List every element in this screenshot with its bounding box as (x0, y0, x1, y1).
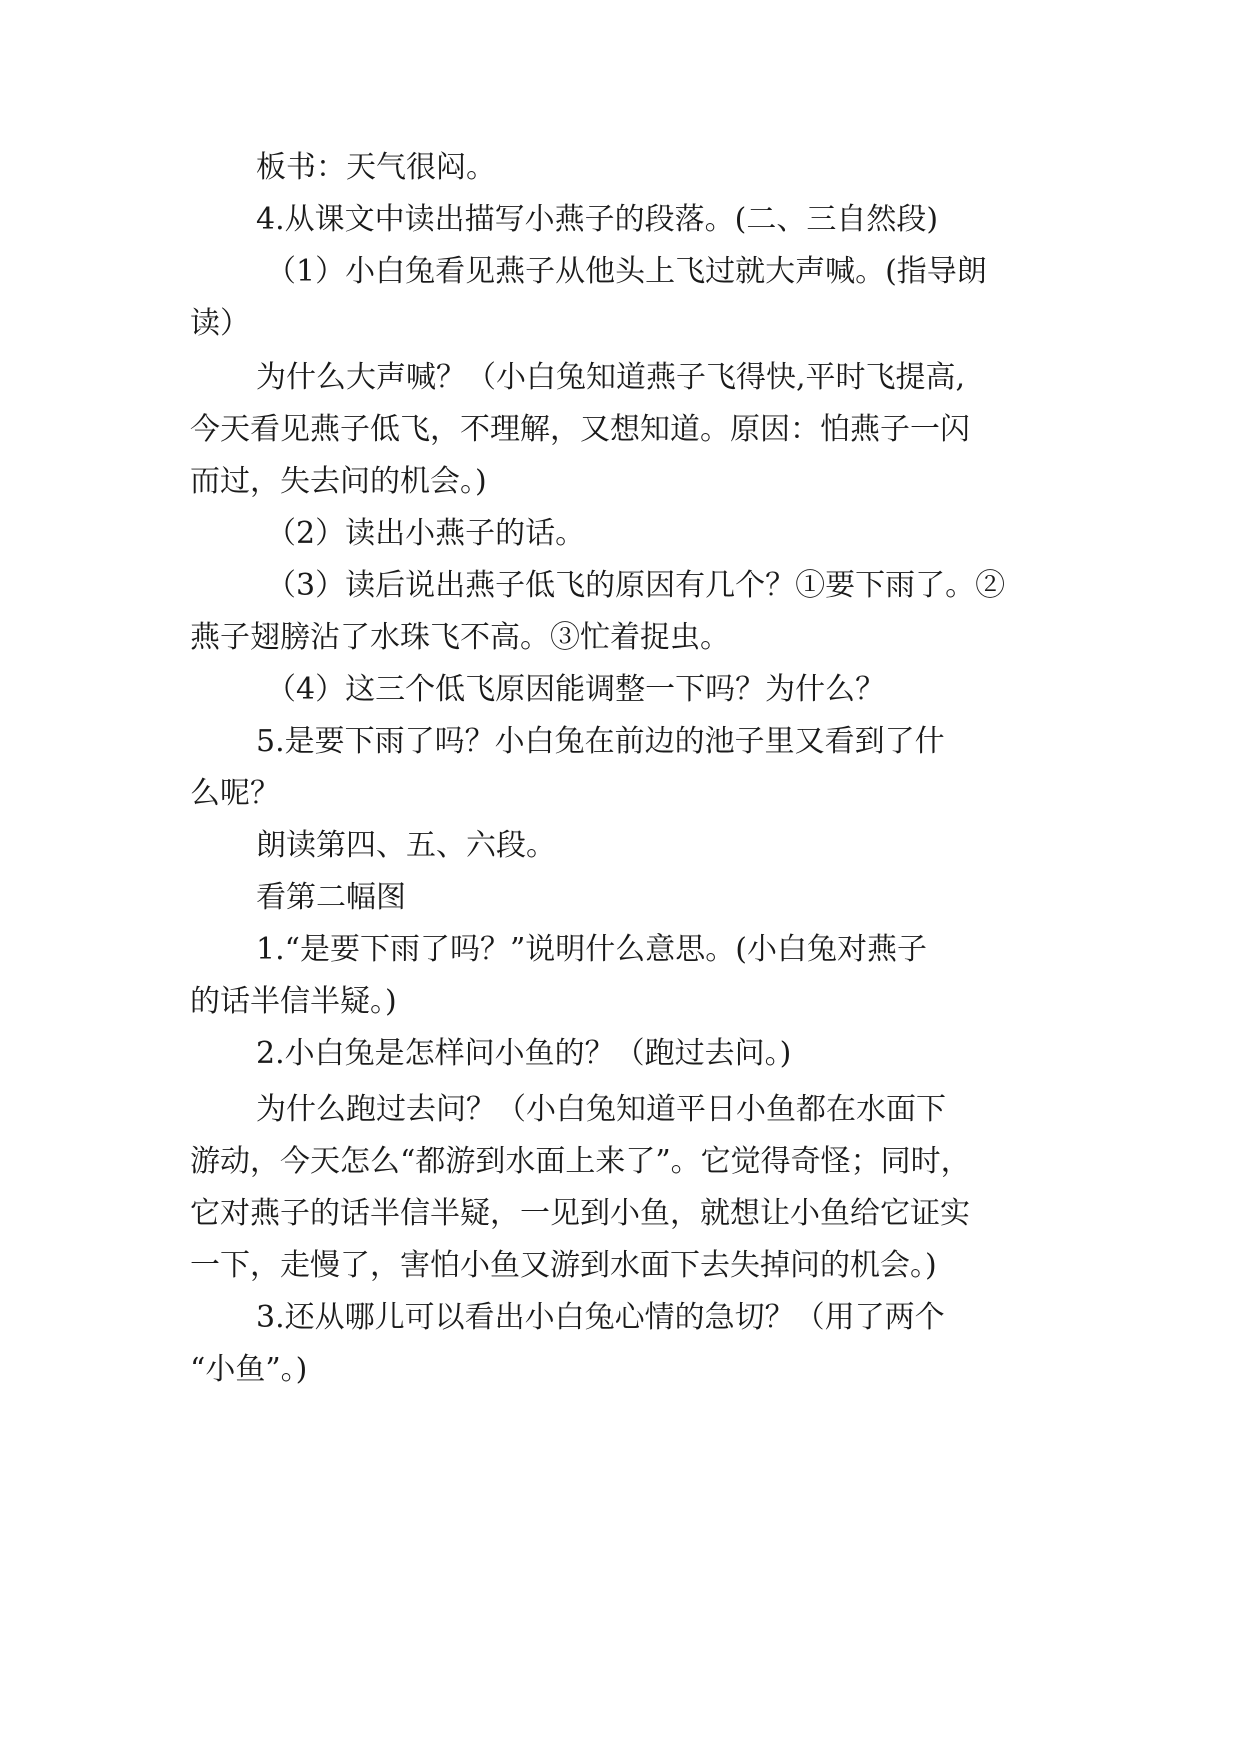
text-line: 为什么大声喊？（小白兔知道燕子飞得快,平时飞提高, (256, 360, 966, 395)
text-line: “小鱼”。) (190, 1352, 308, 1387)
text-line: 它对燕子的话半信半疑，一见到小鱼，就想让小鱼给它证实 (190, 1196, 970, 1231)
text-line: （4）这三个低飞原因能调整一下吗？为什么？ (266, 672, 886, 707)
text-line: （2）读出小燕子的话。 (266, 516, 586, 551)
text-line: 么呢？ (190, 776, 280, 811)
text-line: （1）小白兔看见燕子从他头上飞过就大声喊。(指导朗 (266, 254, 987, 289)
text-line: 游动，今天怎么“都游到水面上来了”。它觉得奇怪；同时， (190, 1144, 971, 1179)
text-line: 1.“是要下雨了吗？”说明什么意思。(小白兔对燕子 (256, 932, 928, 967)
text-line: 一下，走慢了，害怕小鱼又游到水面下去失掉问的机会。) (190, 1248, 937, 1283)
text-line: 看第二幅图 (256, 880, 406, 915)
text-line: 燕子翅膀沾了水珠飞不高。③忙着捉虫。 (190, 620, 730, 655)
text-line: 而过，失去问的机会。) (190, 464, 487, 499)
text-line: 朗读第四、五、六段。 (256, 828, 556, 863)
text-line: 2.小白兔是怎样问小鱼的？（跑过去问。) (256, 1036, 792, 1071)
text-line: 5.是要下雨了吗？小白兔在前边的池子里又看到了什 (256, 724, 945, 759)
text-line: 读） (190, 306, 250, 341)
text-line: 为什么跑过去问？（小白兔知道平日小鱼都在水面下 (256, 1092, 946, 1127)
text-line: （3）读后说出燕子低飞的原因有几个？①要下雨了。② (266, 568, 1006, 603)
text-line: 今天看见燕子低飞，不理解，又想知道。原因：怕燕子一闪 (190, 412, 970, 447)
text-line: 3.还从哪儿可以看出小白兔心情的急切？（用了两个 (256, 1300, 945, 1335)
text-line: 的话半信半疑。) (190, 984, 397, 1019)
text-line: 4.从课文中读出描写小燕子的段落。(二、三自然段) (256, 202, 939, 237)
text-line: 板书：天气很闷。 (256, 150, 496, 185)
